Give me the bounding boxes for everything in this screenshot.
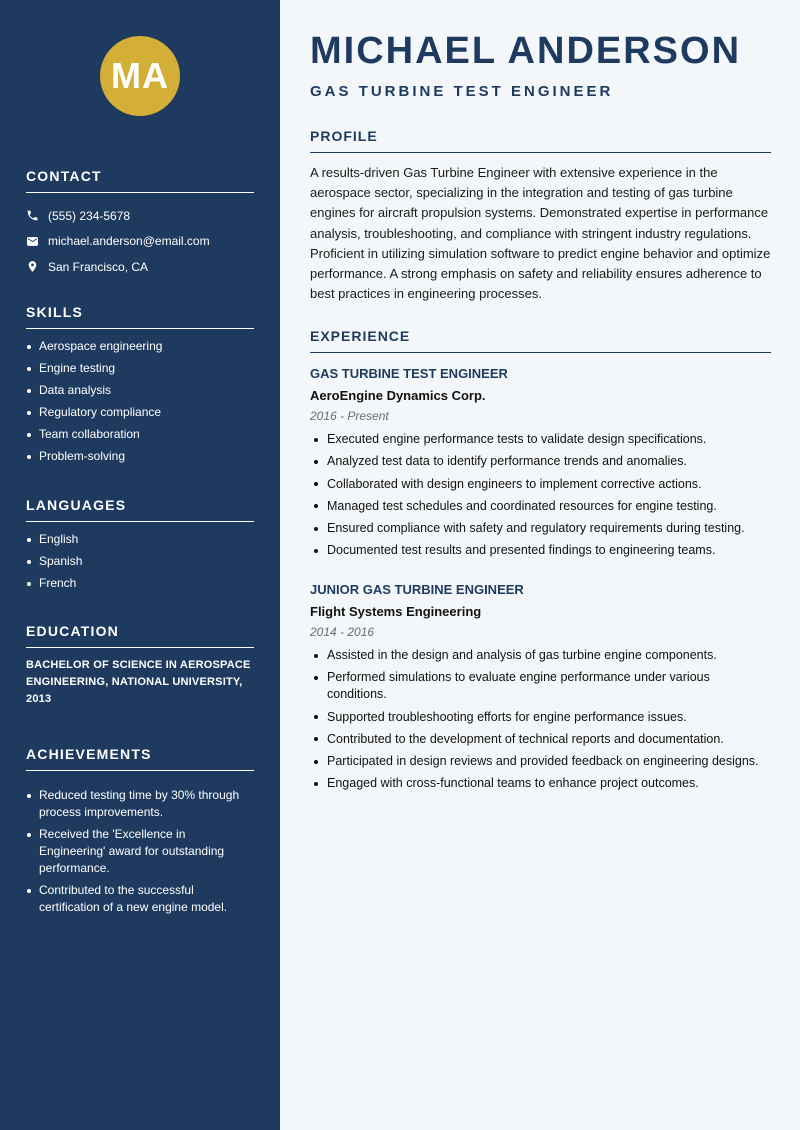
experience-bullet: Collaborated with design engineers to implement corrective actions. — [310, 476, 771, 493]
achievements-section — [26, 746, 254, 921]
language-item: French — [26, 575, 254, 592]
experience-entry — [310, 582, 771, 798]
experience-bullet: Participated in design reviews and provided feedback on engineering designs. — [310, 753, 771, 770]
languages-section — [26, 497, 254, 597]
experience-heading: EXPERIENCE — [310, 328, 771, 353]
skills-heading: SKILLS — [26, 304, 254, 329]
experience-company: Flight Systems Engineering — [310, 604, 482, 619]
contact-email — [26, 229, 254, 255]
profile-text: A results-driven Gas Turbine Engineer with extensive experience in the aerospace sector, specializing in the integration and testing of gas turbine engines for aircraft propulsion systems. Demonstrated expertise in performance analysis, troubleshooting, and compliance with stringent industry regulations. Proficient in utilizing simulation software to predict engine behavior and optimize performance. A strong emphasis on safety and reliability ensures adherence to best practices in engineering processes. — [310, 165, 771, 302]
skills-section — [26, 304, 254, 470]
education-heading: EDUCATION — [26, 623, 254, 648]
contact-heading: CONTACT — [26, 168, 254, 193]
contact-phone — [26, 203, 254, 229]
languages-heading: LANGUAGES — [26, 497, 254, 522]
language-item: English — [26, 531, 254, 548]
phone-icon — [26, 209, 39, 222]
language-item: Spanish — [26, 553, 254, 570]
experience-job-title: JUNIOR GAS TURBINE ENGINEER — [310, 582, 524, 597]
experience-bullet: Executed engine performance tests to validate design specifications. — [310, 431, 771, 448]
email-text[interactable]: michael.anderson@email.com — [48, 234, 210, 249]
skill-item: Regulatory compliance — [26, 404, 254, 421]
candidate-name: MICHAEL ANDERSON — [310, 30, 742, 72]
experience-job-title: GAS TURBINE TEST ENGINEER — [310, 366, 508, 381]
location-text: San Francisco, CA — [48, 259, 149, 274]
education-section — [26, 623, 254, 708]
experience-entry — [310, 366, 771, 565]
email-icon — [26, 235, 39, 248]
experience-dates: 2014 - 2016 — [310, 625, 375, 639]
skill-item: Aerospace engineering — [26, 338, 254, 355]
skill-item: Team collaboration — [26, 426, 254, 443]
experience-bullet: Managed test schedules and coordinated resources for engine testing. — [310, 498, 771, 515]
education-degree: BACHELOR OF SCIENCE IN AEROSPACE ENGINEERING, NATIONAL UNIVERSITY, 2013 — [26, 659, 251, 705]
sidebar — [0, 0, 280, 1130]
experience-company: AeroEngine Dynamics Corp. — [310, 388, 486, 403]
experience-bullet: Engaged with cross-functional teams to enhance project outcomes. — [310, 775, 771, 792]
skill-item: Problem-solving — [26, 448, 254, 465]
experience-bullet: Assisted in the design and analysis of gas turbine engine components. — [310, 647, 771, 664]
phone-text: (555) 234-5678 — [48, 208, 131, 223]
avatar: MA — [100, 36, 180, 116]
profile-heading: PROFILE — [310, 128, 771, 153]
job-title-header: GAS TURBINE TEST ENGINEER — [310, 83, 614, 100]
contact-location — [26, 254, 254, 280]
experience-bullet: Contributed to the development of technical reports and documentation. — [310, 731, 771, 748]
experience-bullet: Performed simulations to evaluate engine performance under various conditions. — [310, 669, 771, 703]
achievements-heading: ACHIEVEMENTS — [26, 746, 254, 771]
contact-section — [26, 168, 254, 280]
experience-bullet: Analyzed test data to identify performance trends and anomalies. — [310, 453, 771, 470]
experience-bullet: Ensured compliance with safety and regulatory requirements during testing. — [310, 520, 771, 537]
location-pin-icon — [26, 260, 39, 273]
experience-dates: 2016 - Present — [310, 409, 389, 423]
achievement-item: Contributed to the successful certification of a new engine model. — [26, 882, 254, 916]
experience-bullet: Supported troubleshooting efforts for engine performance issues. — [310, 709, 771, 726]
skill-item: Engine testing — [26, 360, 254, 377]
experience-bullet: Documented test results and presented findings to engineering teams. — [310, 542, 771, 559]
achievement-item: Reduced testing time by 30% through process improvements. — [26, 787, 254, 821]
skill-item: Data analysis — [26, 382, 254, 399]
achievement-item: Received the 'Excellence in Engineering' award for outstanding performance. — [26, 826, 254, 877]
